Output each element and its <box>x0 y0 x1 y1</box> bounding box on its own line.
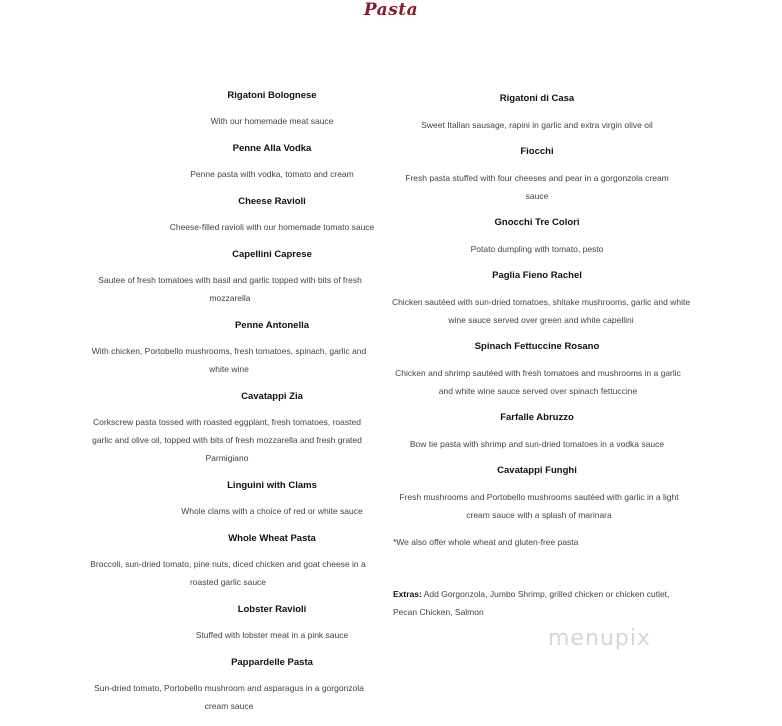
menu-item-description: Fresh mushrooms and Portobello mushrooms sautéed with garlic in a light cream sauce with a splash of marinara <box>399 492 679 520</box>
menu-item-description: Broccoli, sun-dried tomato, pine nuts, diced chicken and goat cheese in a roasted garlic sauce <box>90 559 366 587</box>
menu-item-description: Sun-dried tomato, Portobello mushroom and asparagus in a gorgonzola cream sauce <box>94 683 364 711</box>
menu-item-description: Chicken and shrimp sautéed with fresh tomatoes and mushrooms in a garlic and white wine sauce served over spinach fettuccine <box>395 368 681 396</box>
extras-label: Extras: <box>393 589 422 599</box>
menu-item-name: Cheese Ravioli <box>238 196 306 207</box>
menu-item-name: Penne Antonella <box>234 320 310 331</box>
menu-item-description: Corkscrew pasta tossed with roasted eggplant, fresh tomatoes, roasted garlic and olive oil, topped with bits of fresh mozzarella and fresh grated Parmigiano <box>92 417 362 463</box>
menu-item-description: With chicken, Portobello mushrooms, fresh tomatoes, spinach, garlic and white wine <box>91 346 367 374</box>
menu-item-name: Cavatappi Funghi <box>497 465 577 476</box>
menu-item-name: Rigatoni di Casa <box>499 93 575 104</box>
extras-text: Add Gorgonzola, Jumbo Shrimp, grilled chicken or chicken cutlet, Pecan Chicken, Salmon <box>393 589 670 617</box>
menu-item-description: Fresh pasta stuffed with four cheeses and pear in a gorgonzola cream sauce <box>405 173 669 201</box>
menu-item-name: Pappardelle Pasta <box>231 657 313 668</box>
page-title: Pasta <box>363 0 419 20</box>
menupix-watermark: menupix <box>548 626 651 651</box>
menu-item-name: Rigatoni Bolognese <box>227 90 317 101</box>
menu-item-name: Gnocchi Tre Colori <box>494 217 580 228</box>
menu-item-description: Sautee of fresh tomatoes with basil and garlic topped with bits of fresh mozzarella <box>98 275 362 303</box>
menu-item-name: Capellini Caprese <box>232 249 312 260</box>
menu-item-name: Lobster Ravioli <box>237 604 307 615</box>
menu-item-description: Potato dumpling with tomato, pesto <box>470 244 604 254</box>
menu-item-name: Whole Wheat Pasta <box>228 533 316 544</box>
menu-item-name: Cavatappi Zia <box>241 391 303 402</box>
menu-item-name: Penne Alla Vodka <box>232 143 312 154</box>
menu-item-description: Bow tie pasta with shrimp and sun-dried tomatoes in a vodka sauce <box>409 439 665 449</box>
menu-item-description: Sweet Italian sausage, rapini in garlic and extra virgin olive oil <box>421 120 653 130</box>
menu-item-name: Paglia Fieno Rachel <box>492 270 582 281</box>
menu-item-name: Farfalle Abruzzo <box>500 412 574 423</box>
extras-line <box>393 585 673 621</box>
menu-item-description: Cheese-filled ravioli with our homemade tomato sauce <box>169 222 375 232</box>
menu-item-description: Penne pasta with vodka, tomato and cream <box>190 169 354 179</box>
menu-item-name: Fiocchi <box>520 146 554 157</box>
gluten-free-note: *We also offer whole wheat and gluten-free pasta <box>393 537 579 547</box>
menu-item-name: Linguini with Clams <box>227 480 317 491</box>
menu-item-description: With our homemade meat sauce <box>210 116 334 126</box>
menu-item-description: Chicken sautéed with sun-dried tomatoes, shitake mushrooms, garlic and white wine sauce served over green and white capellini <box>391 297 691 325</box>
menu-item-name: Spinach Fettuccine Rosano <box>474 341 600 352</box>
menu-item-description: Stuffed with lobster meat in a pink sauce <box>195 630 349 640</box>
menu-item-description: Whole clams with a choice of red or white sauce <box>181 506 363 516</box>
